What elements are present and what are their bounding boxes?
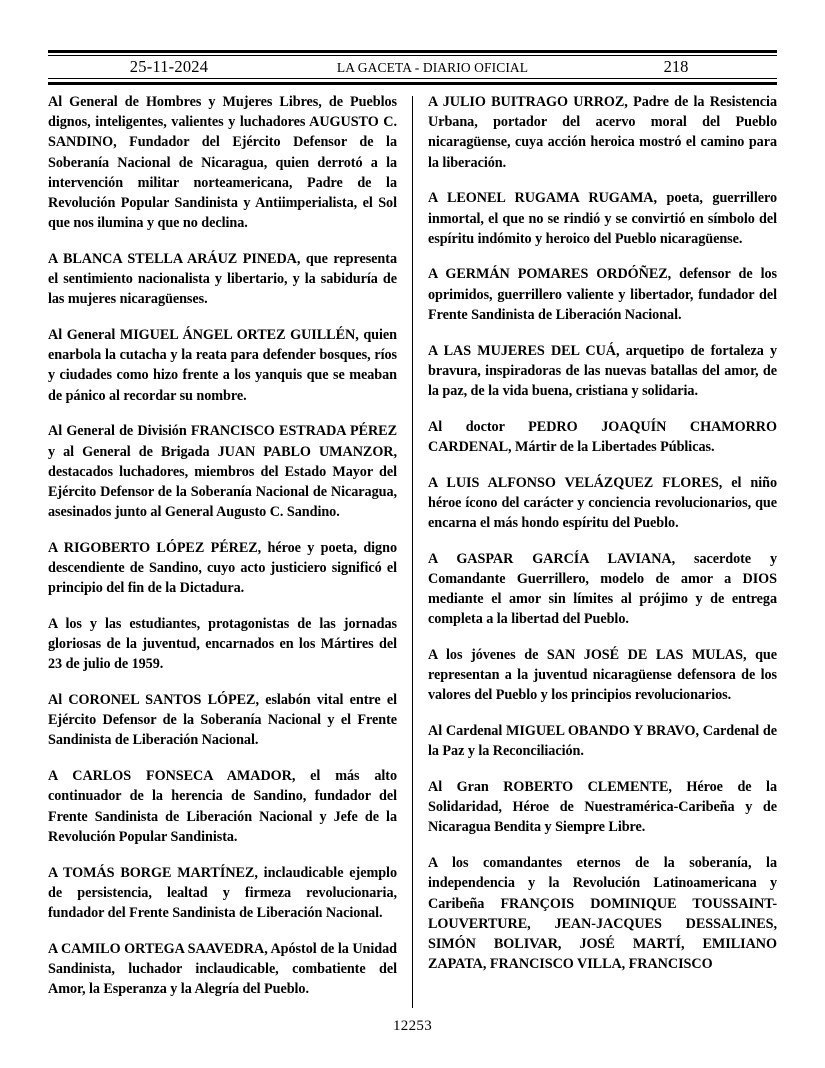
paragraph: A GASPAR GARCÍA LAVIANA, sacerdote y Comandante Guerrillero, modelo de amor a DIOS mediante el amor sin límites al prójimo y de entrega completa a la libertad del Pueblo.: [428, 550, 777, 628]
paragraph: A GERMÁN POMARES ORDÓÑEZ, defensor de los oprimidos, guerrillero valiente y libertador, fundador del Frente Sandinista de Liberación Nacional.: [428, 266, 777, 323]
footer-page-id: 12253: [393, 1018, 432, 1034]
paragraph: Al doctor PEDRO JOAQUÍN CHAMORRO CARDENAL, Mártir de la Libertades Públicas.: [428, 418, 777, 455]
paragraph: A LEONEL RUGAMA RUGAMA, poeta, guerrillero inmortal, el que no se rindió y se convirtió en símbolo del espíritu indómito y heroico del Pueblo nicaragüense.: [428, 190, 777, 247]
paragraph: A CARLOS FONSECA AMADOR, el más alto continuador de la herencia de Sandino, fundador del Frente Sandinista de Liberación Nacional y Jefe de la Revolución Popular Sandinista.: [48, 768, 397, 845]
paragraph: A CAMILO ORTEGA SAAVEDRA, Apóstol de la Unidad Sandinista, luchador inclaudicable, combatiente del Amor, la Esperanza y la Alegría del Pueblo.: [48, 940, 397, 998]
header-date: 25-11-2024: [129, 57, 209, 76]
paragraph-continued: A los comandantes eternos de la soberanía, la independencia y la Revolución Latinoamericana y Caribeña FRANÇOIS DOMINIQUE TOUSSAINT-LOUVERTURE, JEAN-JACQUES DESSALINES, SIMÓN BOLIVAR, JOSÉ MARTÍ, EMILIANO ZAPATA, FRANCISCO VILLA, FRANCISCO: [428, 855, 777, 973]
header-rule-bottom-outer: [48, 82, 777, 85]
paragraph: A los jóvenes de SAN JOSÉ DE LAS MULAS, que representan a la juventud nicaragüense defensora de los valores del Pueblo y los principios revolucionarios.: [428, 646, 777, 704]
page-footer: [0, 1018, 825, 1035]
paragraph: Al General de Hombres y Mujeres Libres, de Pueblos dignos, inteligentes, valientes y luchadores AUGUSTO C. SANDINO, Fundador del Ejército Defensor de la Soberanía Nacional de Nicaragua, quien derrotó a la intervención militar norteamericana, Padre de la Revolución Popular Sandinista y Antiimperialista, el Sol que nos ilumina y que no declina.: [48, 94, 397, 232]
paragraph: A LAS MUJERES DEL CUÁ, arquetipo de fortaleza y bravura, inspiradoras de las nuevas batallas del amor, de la paz, de la vida buena, cristiana y solidaria.: [428, 342, 777, 399]
right-column: [428, 92, 777, 974]
paragraph: Al Cardenal MIGUEL OBANDO Y BRAVO, Cardenal de la Paz y la Reconciliación.: [428, 723, 777, 760]
header-publication-title: LA GACETA - DIARIO OFICIAL: [336, 60, 529, 75]
column-divider: [412, 96, 413, 1008]
paragraph: A LUIS ALFONSO VELÁZQUEZ FLORES, el niño héroe ícono del carácter y conciencia revolucionarios, que encarna el más hondo espíritu del Pueblo.: [428, 474, 777, 531]
page-header: [48, 50, 777, 85]
header-bar: [48, 56, 777, 78]
paragraph: Al Gran ROBERTO CLEMENTE, Héroe de la Solidaridad, Héroe de Nuestramérica-Caribeña y de Nicaragua Bendita y Siempre Libre.: [428, 778, 777, 836]
paragraph: A RIGOBERTO LÓPEZ PÉREZ, héroe y poeta, digno descendiente de Sandino, cuyo acto justiciero significó el principio del fin de la Dictadura.: [48, 539, 397, 597]
paragraph: A BLANCA STELLA ARÁUZ PINEDA, que representa el sentimiento nacionalista y libertario, y la sabiduría de las mujeres nicaragüenses.: [48, 250, 397, 308]
header-page-number: 218: [663, 57, 689, 76]
paragraph: A TOMÁS BORGE MARTÍNEZ, inclaudicable ejemplo de persistencia, lealtad y firmeza revolucionaria, fundador del Frente Sandinista de Liberación Nacional.: [48, 864, 397, 921]
paragraph: A JULIO BUITRAGO URROZ, Padre de la Resistencia Urbana, portador del acervo moral del Pueblo nicaragüense, cuya acción heroica mostró el camino para la liberación.: [428, 94, 777, 171]
paragraph: A los y las estudiantes, protagonistas de las jornadas gloriosas de la juventud, encarnados en los Mártires del 23 de julio de 1959.: [48, 615, 397, 673]
left-column: [48, 92, 397, 999]
paragraph: Al General MIGUEL ÁNGEL ORTEZ GUILLÉN, quien enarbola la cutacha y la reata para defender bosques, ríos y ciudades como hizo frente a los yanquis que se meaban de pánico al recordar su nombre.: [48, 327, 397, 404]
paragraph: Al CORONEL SANTOS LÓPEZ, eslabón vital entre el Ejército Defensor de la Soberanía Nacional y el Frente Sandinista de Liberación Nacional.: [48, 692, 397, 749]
paragraph: Al General de División FRANCISCO ESTRADA PÉREZ y al General de Brigada JUAN PABLO UMANZOR, destacados luchadores, miembros del Estado Mayor del Ejército Defensor de la Soberanía Nacional de Nicaragua, asesinados junto al General Augusto C. Sandino.: [48, 423, 397, 521]
